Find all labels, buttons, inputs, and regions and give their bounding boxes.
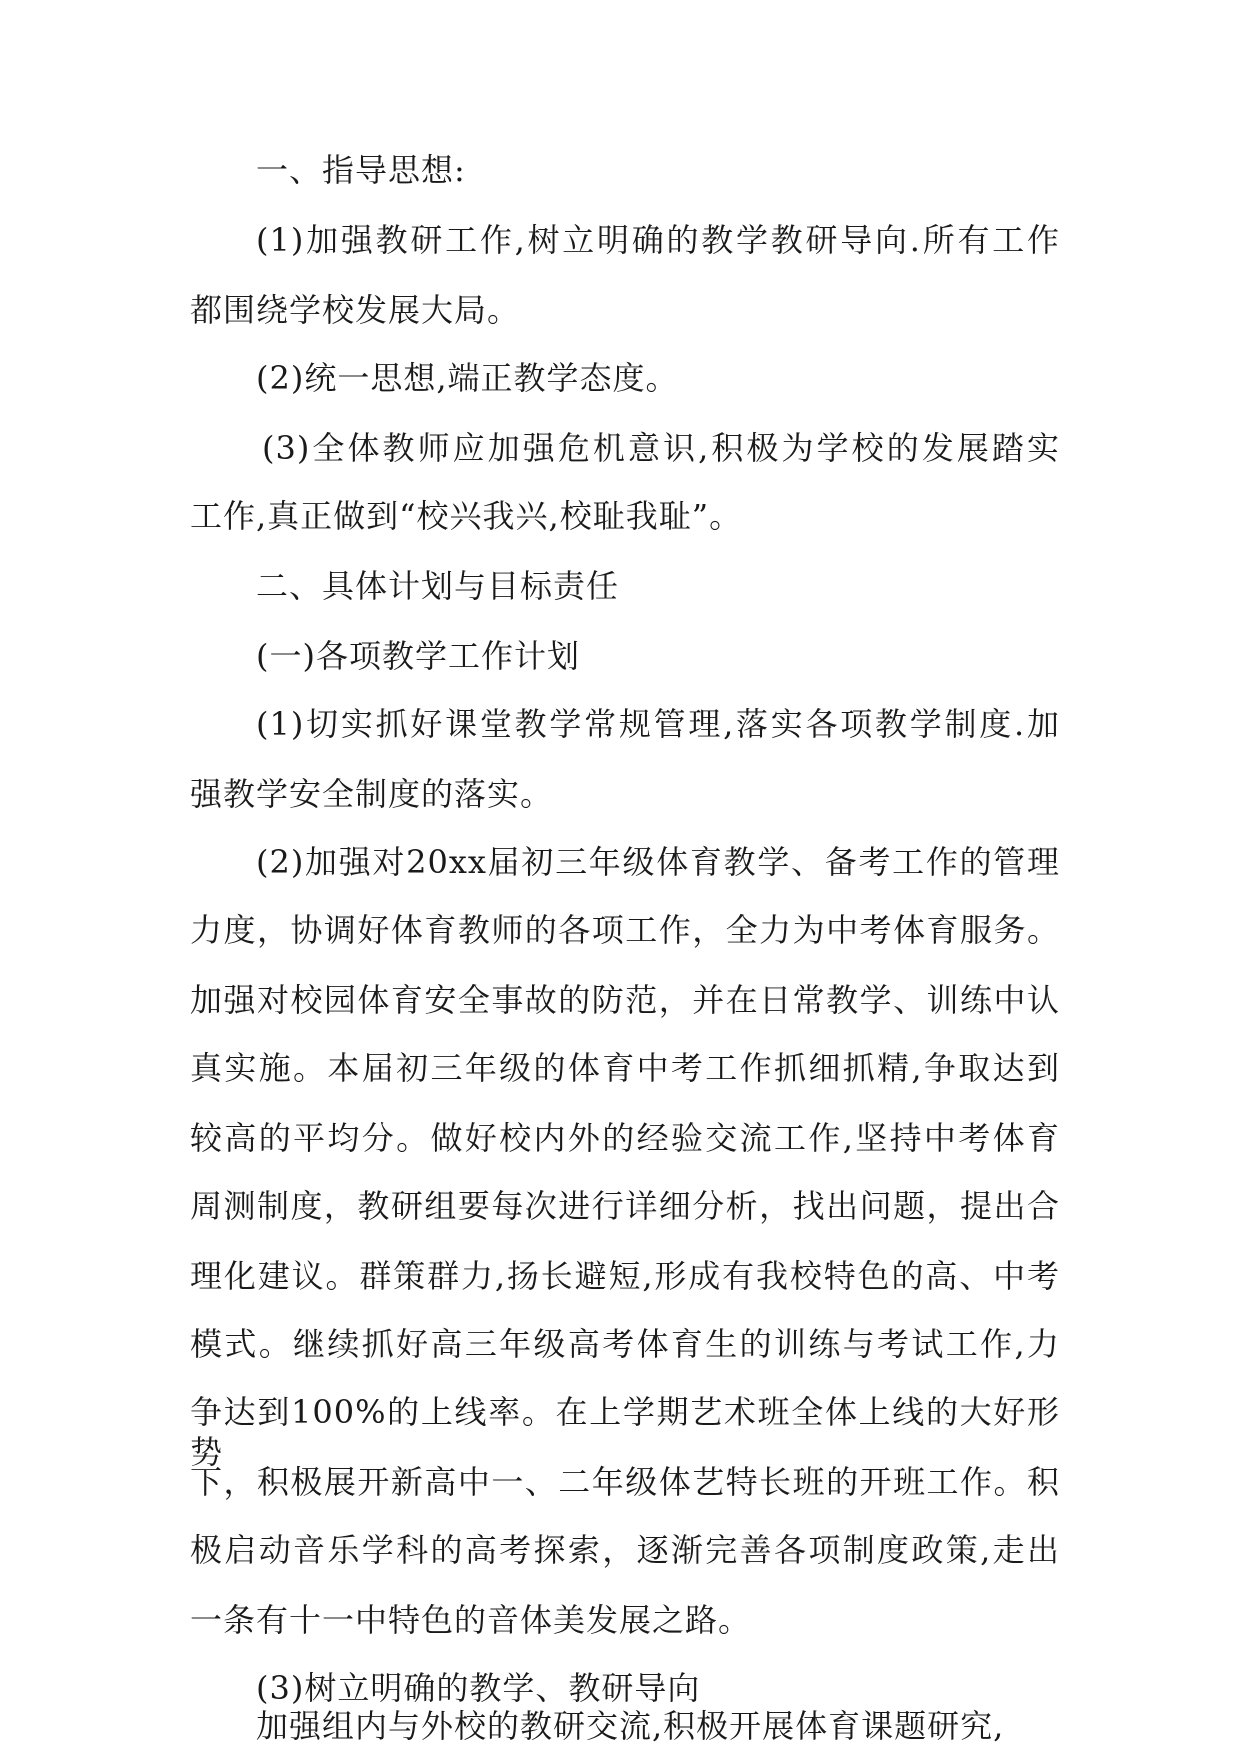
paragraph-line: (3)全体教师应加强危机意识,积极为学校的发展踏实 (262, 429, 1060, 467)
paragraph-line: 下，积极展开新高中一、二年级体艺特长班的开班工作。积 (190, 1463, 1060, 1501)
paragraph-line: (2)加强对20xx届初三年级体育教学、备考工作的管理 (256, 843, 1060, 881)
paragraph-line: 加强组内与外校的教研交流,积极开展体育课题研究, (256, 1707, 1005, 1745)
paragraph-line: 争达到100%的上线率。在上学期艺术班全体上线的大好形势 (190, 1393, 1060, 1471)
paragraph-line: 较高的平均分。做好校内外的经验交流工作,坚持中考体育 (190, 1119, 1060, 1157)
paragraph-line: (1)切实抓好课堂教学常规管理,落实各项教学制度.加 (256, 705, 1060, 743)
heading-plan-and-targets: 二、具体计划与目标责任 (256, 567, 620, 605)
paragraph-line: 一条有十一中特色的音体美发展之路。 (190, 1601, 752, 1639)
heading-guiding-ideology: 一、指导思想: (256, 151, 466, 189)
paragraph-line: (2)统一思想,端正教学态度。 (256, 359, 679, 397)
paragraph-line: 极启动音乐学科的高考探索，逐渐完善各项制度政策,走出 (190, 1531, 1060, 1569)
subheading-teaching-research-direction: (3)树立明确的教学、教研导向 (256, 1669, 701, 1707)
paragraph-line: 真实施。本届初三年级的体育中考工作抓细抓精,争取达到 (190, 1049, 1060, 1087)
subheading-teaching-plan: (一)各项教学工作计划 (256, 637, 580, 675)
paragraph-line: 加强对校园体育安全事故的防范，并在日常教学、训练中认 (190, 981, 1060, 1019)
paragraph-line: 工作,真正做到“校兴我兴,校耻我耻”。 (190, 497, 743, 535)
paragraph-line: 都围绕学校发展大局。 (190, 291, 521, 329)
paragraph-line: 理化建议。群策群力,扬长避短,形成有我校特色的高、中考 (190, 1257, 1060, 1295)
paragraph-line: 模式。继续抓好高三年级高考体育生的训练与考试工作,力 (190, 1325, 1060, 1363)
paragraph-line: 强教学安全制度的落实。 (190, 775, 554, 813)
paragraph-line: 力度，协调好体育教师的各项工作，全力为中考体育服务。 (190, 911, 1060, 949)
paragraph-line: (1)加强教研工作,树立明确的教学教研导向.所有工作 (256, 221, 1060, 259)
paragraph-line: 周测制度，教研组要每次进行详细分析，找出问题，提出合 (190, 1187, 1060, 1225)
